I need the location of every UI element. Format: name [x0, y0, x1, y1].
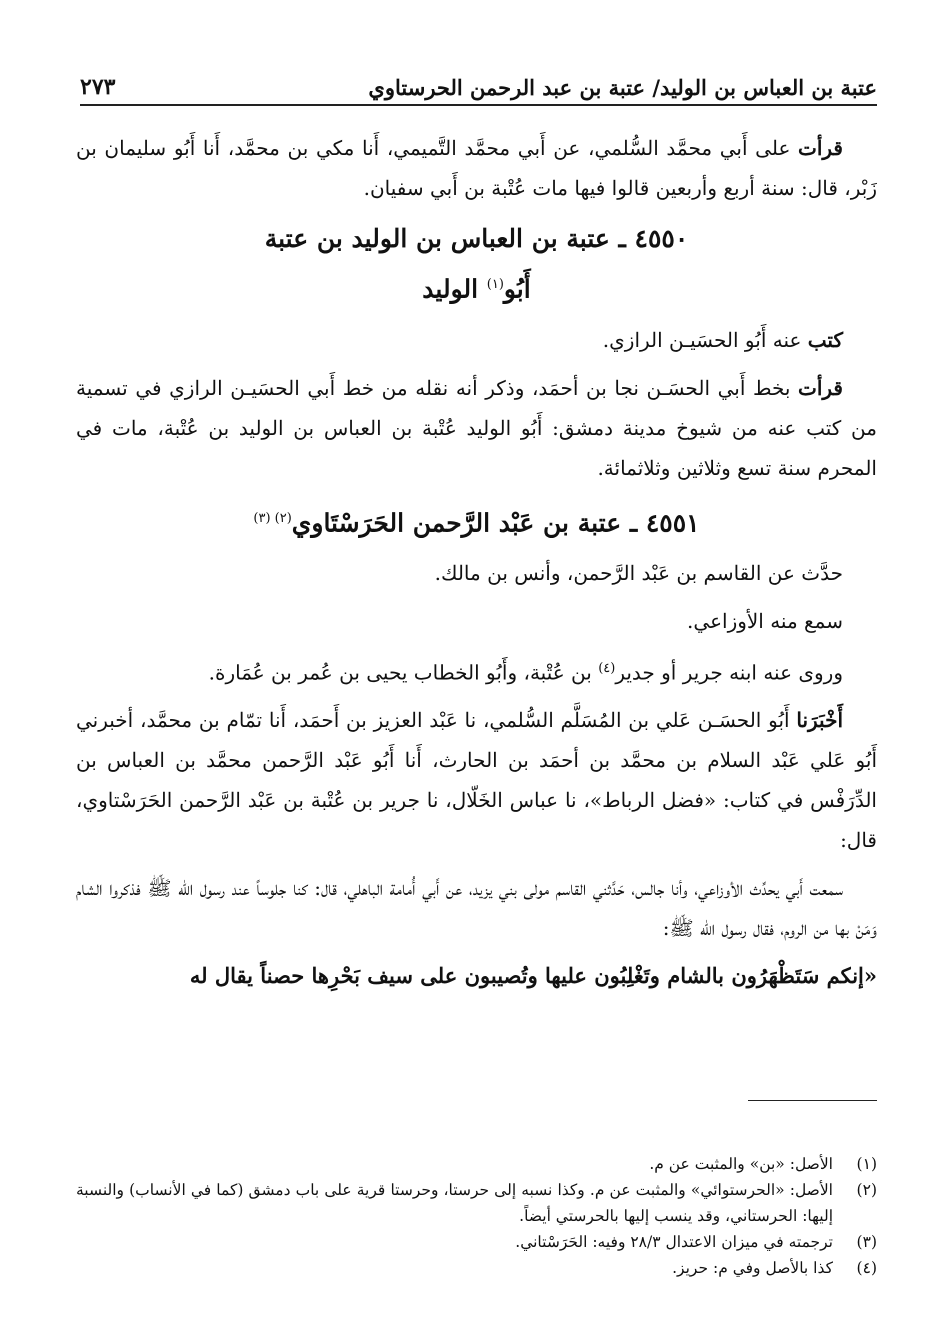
entry-heading-4551-text: ٤٥٥١ ـ عتبة بن عَبْد الرَّحمن الحَرَسْتَاوي [291, 508, 700, 538]
entry-heading-4550-line1: ٤٥٥٠ ـ عتبة بن العباس بن الوليد بن عتبة [264, 224, 689, 253]
footnote-4 [76, 1255, 877, 1281]
footnote-2-text: الأصل: «الحرستوائي» والمثبت عن م. وكذا نسبه إلى حرستا، وحرستا قرية على باب دمشق (كما في الأنساب) والنسبة إليها: الحرستاني، وقد ينسب إليها بالحرستي أيضاً. [76, 1181, 833, 1225]
footnote-rule [748, 1100, 877, 1101]
entry-heading-4551 [76, 496, 877, 546]
footnote-ref-1: (١) [486, 277, 504, 292]
paragraph-8: سمعت أَبي يحدِّث الأوزاعي، وأنا جالس، حَدَّثني القاسم مولى بني يزيد، عن أَبي أُمامة الباهلي، قال: كنا جلوساً عند رسول الله ﷺ فذكروا الشام وَمَنْ بها من الروم، فقال رسول الله ﷺ: [76, 876, 877, 941]
page-number: ٢٧٣ [80, 74, 116, 100]
body-text [76, 128, 877, 1004]
footnote-4-text: كذا بالأصل وفي م: حريز. [672, 1259, 833, 1277]
footnote-1-text: الأصل: «بن» والمثبت عن م. [649, 1155, 833, 1173]
paragraph-6-post: بن عُتْبة، وأَبُو الخطاب يحيى بن عُمر بن عُمَارة. [208, 660, 599, 685]
footnote-1 [76, 1151, 877, 1177]
entry-heading-4550-line2 [76, 262, 877, 312]
paragraph-6-pre: وروى عنه ابنه جرير أو جدير [615, 660, 843, 685]
paragraph-5: سمع منه الأوزاعي. [687, 608, 843, 633]
paragraph-2 [76, 320, 877, 360]
footnote-2-number: (٢) [856, 1181, 877, 1199]
paragraph-4: حدَّث عن القاسم بن عَبْد الرَّحمن، وأنس بن مالك. [434, 560, 843, 585]
kunya-name: الوليد [422, 274, 487, 304]
paragraph-1-lead: قرأت [798, 136, 843, 160]
footnote-rule-wrap [76, 1100, 877, 1125]
paragraph-7 [76, 700, 877, 860]
entry-heading-4550 [76, 216, 877, 312]
paragraph-6 [76, 649, 877, 693]
paragraph-2-lead: كتب [807, 328, 843, 353]
paragraph-3-lead: قرأت [798, 376, 843, 401]
footnote-3-number: (٣) [856, 1233, 877, 1251]
footnote-2 [76, 1177, 877, 1229]
kunya-prefix: أَبُو [503, 274, 531, 304]
paragraph-1-text: على أَبي محمَّد السُّلمي، عن أَبي محمَّد التَّميمي، أَنا مكي بن محمَّد، أَنا أَبُو سليمان بن زَبْر، قال: سنة أربع وأربعين قالوا فيها مات عُتْبة بن أَبي سفيان. [76, 136, 877, 200]
footnote-4-number: (٤) [856, 1259, 877, 1277]
paragraph-3-text: بخط أَبي الحسَـن نجا بن أحمَد، وذكر أنه نقله من خط أَبي الحسَيـن الرازي في تسمية من كتب عنه من شيوخ مدينة دمشق: أَبُو الوليد عُتْبة بن العباس بن الوليد بن عُتْبة، مات في المحرم سنة تسع وثلاثين وثلاثمائة. [76, 376, 877, 481]
hadith-quote: «إنكم سَتَظْهَرُون بالشام وتَغْلِبُون عليها وتُصيبون على سيف بَحْرِها حصناً يقال له [189, 963, 877, 989]
footnotes [76, 1100, 877, 1281]
footnote-3-text: ترجمته في ميزان الاعتدال ٢٨/٣ وفيه: الحَرَسْتاني. [515, 1233, 833, 1251]
paragraph-2-text: عنه أَبُو الحسَيـن الرازي. [602, 328, 808, 353]
paragraph-7-lead: أَخْبَرَنا [796, 708, 843, 733]
running-title: عتبة بن العباس بن الوليد/ عتبة بن عبد الرحمن الحرستاوي [368, 75, 877, 100]
footnote-1-number: (١) [856, 1155, 877, 1173]
footnote-3 [76, 1229, 877, 1255]
paragraph-7-text: أَبُو الحسَـن عَلي بن المُسَلَّم السُّلمي، نا عَبْد العزيز بن أَحمَد، أَنا تمّام بن محمَّد، أخبرني أَبُو عَلي عَبْد السلام بن محمَّد بن أحمَد بن الحارث، أَنا أَبُو عَبْد الرَّحمن محمَّد بن العباس بن الدِّرَفْس في كتاب: «فضل الرباط»، نا عباس الخَلّال، نا جرير بن عُتْبة بن عَبْد الرَّحمن الحَرَسْتاوي، قال: [76, 708, 877, 853]
footnote-ref-4: (٤) [598, 660, 616, 676]
running-head [80, 60, 877, 106]
footnote-refs-2-3: (٢) (٣) [253, 511, 292, 527]
paragraph-1 [76, 128, 877, 208]
paragraph-3 [76, 368, 877, 488]
